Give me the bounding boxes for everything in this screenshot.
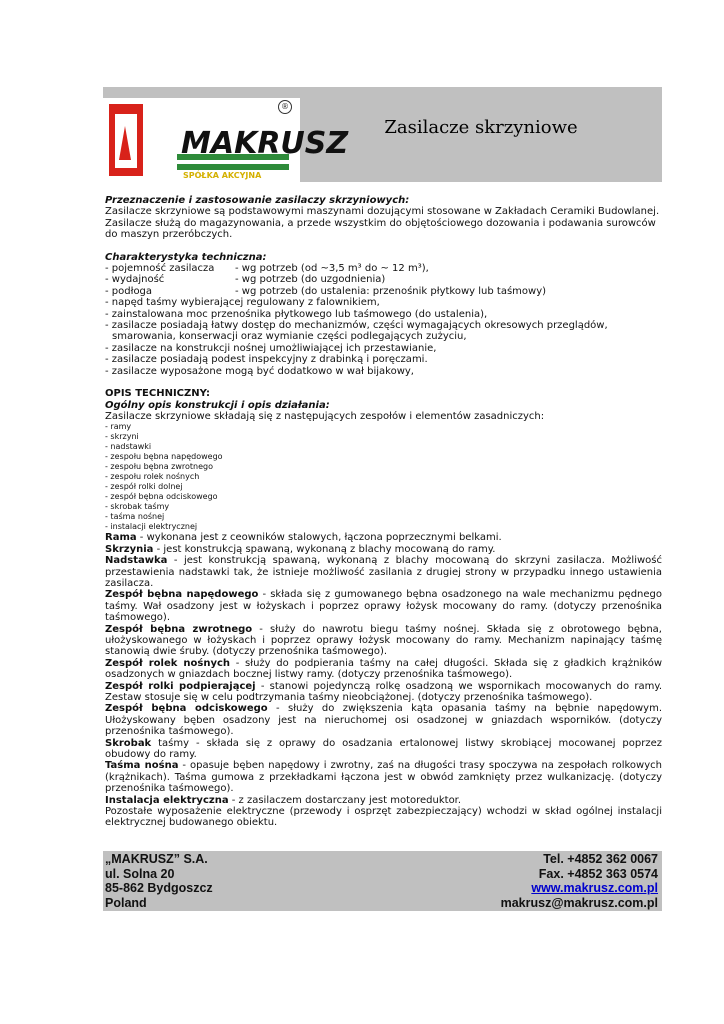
components-intro: Zasilacze skrzyniowe składają się z następujących zespołów i elementów zasadniczych: [105, 410, 545, 422]
phone-number: Tel. +4852 362 0067 [543, 852, 658, 866]
description-paragraph [105, 703, 662, 737]
section-heading-specs: Charakterystyka techniczna: [105, 251, 267, 263]
description-paragraph [105, 738, 662, 761]
description-term: Skrzynia [105, 543, 154, 555]
description-term: Instalacja elektryczna [105, 794, 229, 806]
description-text: - opasuje bęben napędowy i zwrotny, zaś na długości trasy spoczywa na zespołach rolkowych (krążnikach). Taśma gumowa z przekładkami łączona jest w obwód zamknięty przez wulkanizację. (dotyczy przenośnika taśmowego). [105, 760, 662, 795]
components-list [105, 422, 662, 532]
description-paragraph [105, 624, 662, 658]
page-title: Zasilacze skrzyniowe [384, 117, 578, 138]
description-term: Rama [105, 532, 137, 544]
description-term: Zespół rolek nośnych [105, 657, 231, 669]
list-item: - zespół rolki dolnej [105, 482, 183, 492]
purpose-text-1: Zasilacze skrzyniowe są podstawowymi maszynami dozującymi stosowane w Zakładach Ceramiki Budowlanej. [105, 206, 660, 218]
city-address: 85-862 Bydgoszcz [105, 881, 213, 895]
description-term: Taśma nośna [105, 760, 179, 772]
spec-bullet: - zasilacze posiadają podest inspekcyjny z drabinką i poręczami. [105, 354, 428, 366]
spec-bullet: - zasilacze wyposażone mogą być dodatkowo w wał bijakowy, [105, 365, 414, 377]
description-text: - służy do podpierania taśmy na całej długości. Składa się z gładkich krążników osadzonych w gniazdach bocznej listwy ramy. (dotyczy przenośnika taśmowego). [105, 657, 662, 681]
svg-text:MAKRUSZ: MAKRUSZ [181, 126, 349, 161]
list-item: - skrzyni [105, 432, 139, 442]
purpose-text-2: Zasilacze służą do magazynowania, a przede wszystkim do objętościowego dozowania i podawania surowców do maszyn przeróbczych. [105, 217, 656, 241]
description-text: - stanowi pojedynczą rolkę osadzoną we wspornikach mocowanych do ramy. Zestaw stosuje się w celu podtrzymania taśmy nieobciążonej. (dotyczy przenośnika taśmowego). [105, 680, 663, 703]
company-logo [103, 98, 349, 182]
list-item: - nadstawki [105, 442, 152, 452]
spec-label: - pojemność zasilacza [105, 263, 215, 275]
list-item: - zespołu bębna zwrotnego [105, 462, 214, 472]
spec-value: - wg potrzeb (do ustalenia: przenośnik płytkowy lub taśmowy) [235, 285, 547, 297]
spec-row [105, 274, 662, 285]
description-term: Skrobak [105, 737, 152, 749]
section-subheading: Ogólny opis konstrukcji i opis działania: [105, 399, 330, 411]
company-name: „MAKRUSZ” S.A. [105, 852, 208, 866]
spec-bullet: - napęd taśmy wybierającej regulowany z falownikiem, [105, 297, 380, 309]
description-text: - służy do nawrotu biegu taśmy nośnej. Składa się z obrotowego bębna, ułożyskowanego w łożyskach i poprzez oprawy łożysk mocowany do ramy. Mechanizm napinający taśmę stanowią dwie śruby. (dotyczy przenośnika taśmowego). [105, 623, 662, 658]
description-term: Zespół bębna napędowego [105, 589, 259, 601]
description-paragraph [105, 795, 662, 806]
spec-bullet: smarowania, konserwacji oraz wymianie części podlegających zużyciu, [112, 331, 467, 343]
country: Poland [105, 895, 147, 910]
list-item: - skrobak taśmy [105, 502, 170, 512]
list-item: - ramy [105, 422, 132, 432]
spec-value: - wg potrzeb (do uzgodnienia) [235, 274, 386, 286]
closing-paragraph: Pozostałe wyposażenie elektryczne (przewody i osprzęt zabezpieczający) wchodzi w skład ogólnej instalacji elektrycznej budowanego obiektu. [105, 806, 662, 829]
spec-row [105, 286, 662, 297]
description-term: Zespół bębna zwrotnego [105, 623, 253, 635]
description-text: - z zasilaczem dostarczany jest motoreduktor. [228, 794, 462, 806]
email-address[interactable]: makrusz@makrusz.com.pl [500, 895, 658, 910]
description-term: Zespół rolki podpierającej [105, 680, 256, 692]
spec-label: - wydajność [105, 274, 165, 286]
description-paragraph [105, 681, 662, 704]
list-item: - zespół bębna odciskowego [105, 492, 218, 502]
svg-text:SPÓŁKA AKCYJNA: SPÓŁKA AKCYJNA [183, 171, 262, 180]
description-term: Zespół bębna odciskowego [105, 703, 268, 715]
spec-row [105, 263, 662, 274]
list-item: - zespołu bębna napędowego [105, 452, 223, 462]
description-paragraph [105, 658, 662, 681]
description-paragraph [105, 760, 662, 794]
description-paragraph [105, 544, 662, 555]
description-text: taśmy - składa się z oprawy do osadzania ertalonowej listwy skrobiącej mocowanej poprzez obudowy do ramy. [105, 737, 662, 761]
list-item: - taśma nośnej [105, 512, 165, 522]
street-address: ul. Solna 20 [105, 866, 175, 881]
description-term: Nadstawka [105, 555, 168, 567]
website-link[interactable]: www.makrusz.com.pl [531, 881, 658, 895]
contact-block [501, 852, 658, 910]
description-text: - wykonana jest z ceowników stalowych, łączona poprzecznymi belkami. [136, 532, 502, 544]
spec-bullet: - zasilacze posiadają łatwy dostęp do mechanizmów, części wymagających okresowych przeglądów, [105, 320, 608, 332]
fax-number: Fax. +4852 363 0574 [538, 866, 658, 881]
document-body [105, 195, 662, 829]
description-text: - służy do zwiększenia kąta opasania taśmy na bębnie napędowym. Ułożyskowany bęben osadzony jest na nieruchomej osi osadzonej w gniazdach wsporników. (dotyczy przenośnika taśmowego). [105, 703, 662, 738]
section-heading-technical: OPIS TECHNICZNY: [105, 388, 211, 400]
list-item: - zespołu rolek nośnych [105, 472, 200, 482]
spec-value: - wg potrzeb (od ~3,5 m³ do ~ 12 m³), [235, 263, 429, 275]
spec-bullet: - zainstalowana moc przenośnika płytkowego lub taśmowego (do ustalenia), [105, 308, 488, 320]
contact-footer [103, 851, 662, 911]
section-heading-purpose: Przeznaczenie i zastosowanie zasilaczy skrzyniowych: [105, 195, 410, 206]
registered-mark-icon: ® [278, 100, 292, 114]
description-text: - składa się z gumowanego bębna osadzonego na wale mechanizmu pędnego taśmy. Wał osadzony jest w łożyskach i poprzez oprawy łożysk mocowany do ramy. (dotyczy przenośnika taśmowego). [105, 589, 662, 624]
spec-bullet: - zasilacze na konstrukcji nośnej umożliwiającej ich przestawianie, [105, 342, 437, 354]
description-paragraph [105, 589, 662, 623]
address-block [105, 852, 213, 910]
description-text: - jest konstrukcją spawaną, wykonaną z blachy mocowaną do skrzyni zasilacza. Możliwość przestawienia nadstawki tak, że istnieje możliwość zasilania z drugiej strony w przypadku innego ustawienia zasilacza. [105, 555, 662, 589]
list-item: - instalacji elektrycznej [105, 522, 198, 532]
description-paragraph [105, 555, 662, 589]
spec-label: - podłoga [105, 285, 153, 297]
description-paragraph [105, 532, 662, 543]
description-text: - jest konstrukcją spawaną, wykonaną z blachy mocowaną do ramy. [153, 543, 496, 555]
